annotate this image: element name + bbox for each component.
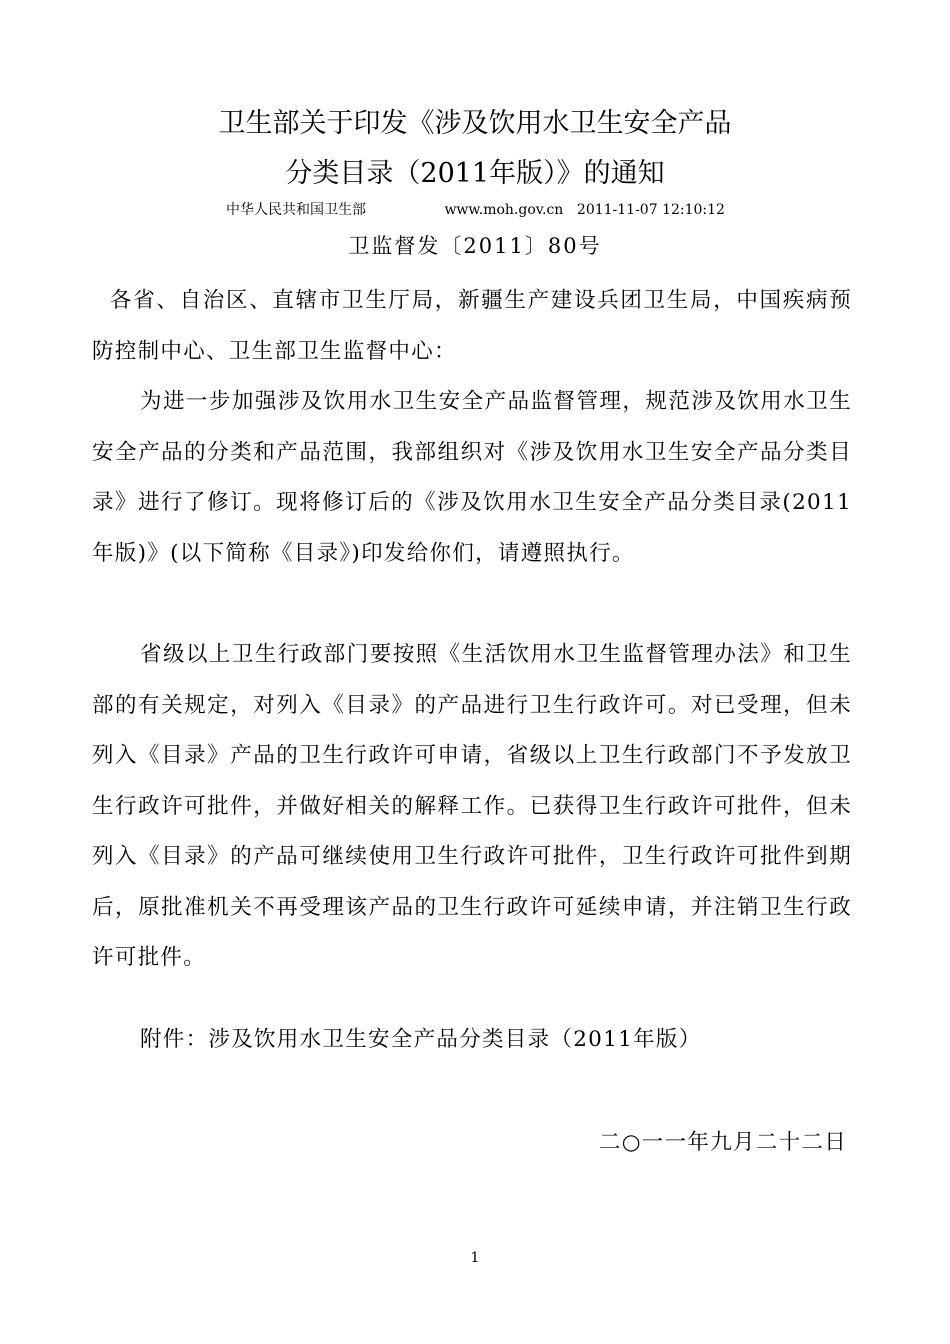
document-number: 卫监督发〔2011〕80号 — [348, 234, 602, 258]
page-number: 1 — [470, 1250, 480, 1266]
attachment-line: 附件：涉及饮用水卫生安全产品分类目录（2011年版） — [140, 1027, 702, 1052]
body-paragraph-1: 为进一步加强涉及饮用水卫生安全产品监督管理，规范涉及饮用水卫生安全产品的分类和产品范围，我部组织对《涉及饮用水卫生安全产品分类目录》进行了修订。现将修订后的《涉及饮用水卫生安全产品分类目录(2011年版)》(以下简称《目录》)印发给你们，请遵照执行。 — [92, 389, 852, 566]
publish-datetime: 2011-11-07 12:10:12 — [576, 202, 725, 218]
publication-meta — [226, 201, 725, 219]
addressee-paragraph: 各省、自治区、直辖市卫生厅局，新疆生产建设兵团卫生局，中国疾病预防控制中心、卫生部卫生监督中心： — [92, 288, 852, 364]
body-paragraph-2: 省级以上卫生行政部门要按照《生活饮用水卫生监督管理办法》和卫生部的有关规定，对列入《目录》的产品进行卫生行政许可。对已受理，但未列入《目录》产品的卫生行政许可申请，省级以上卫生行政部门不予发放卫生行政许可批件，并做好相关的解释工作。已获得卫生行政许可批件，但未列入《目录》的产品可继续使用卫生行政许可批件，卫生行政许可批件到期后，原批准机关不再受理该产品的卫生行政许可延续申请，并注销卫生行政许可批件。 — [92, 642, 852, 970]
publisher-url: www.moh.gov.cn — [444, 202, 564, 218]
document-title-line-2: 分类目录（2011年版）》的通知 — [285, 158, 665, 189]
publisher-name: 中华人民共和国卫生部 — [226, 202, 366, 218]
document-title-line-1: 卫生部关于印发《涉及饮用水卫生安全产品 — [218, 108, 732, 139]
issue-date: 二○一一年九月二十二日 — [598, 1130, 847, 1155]
